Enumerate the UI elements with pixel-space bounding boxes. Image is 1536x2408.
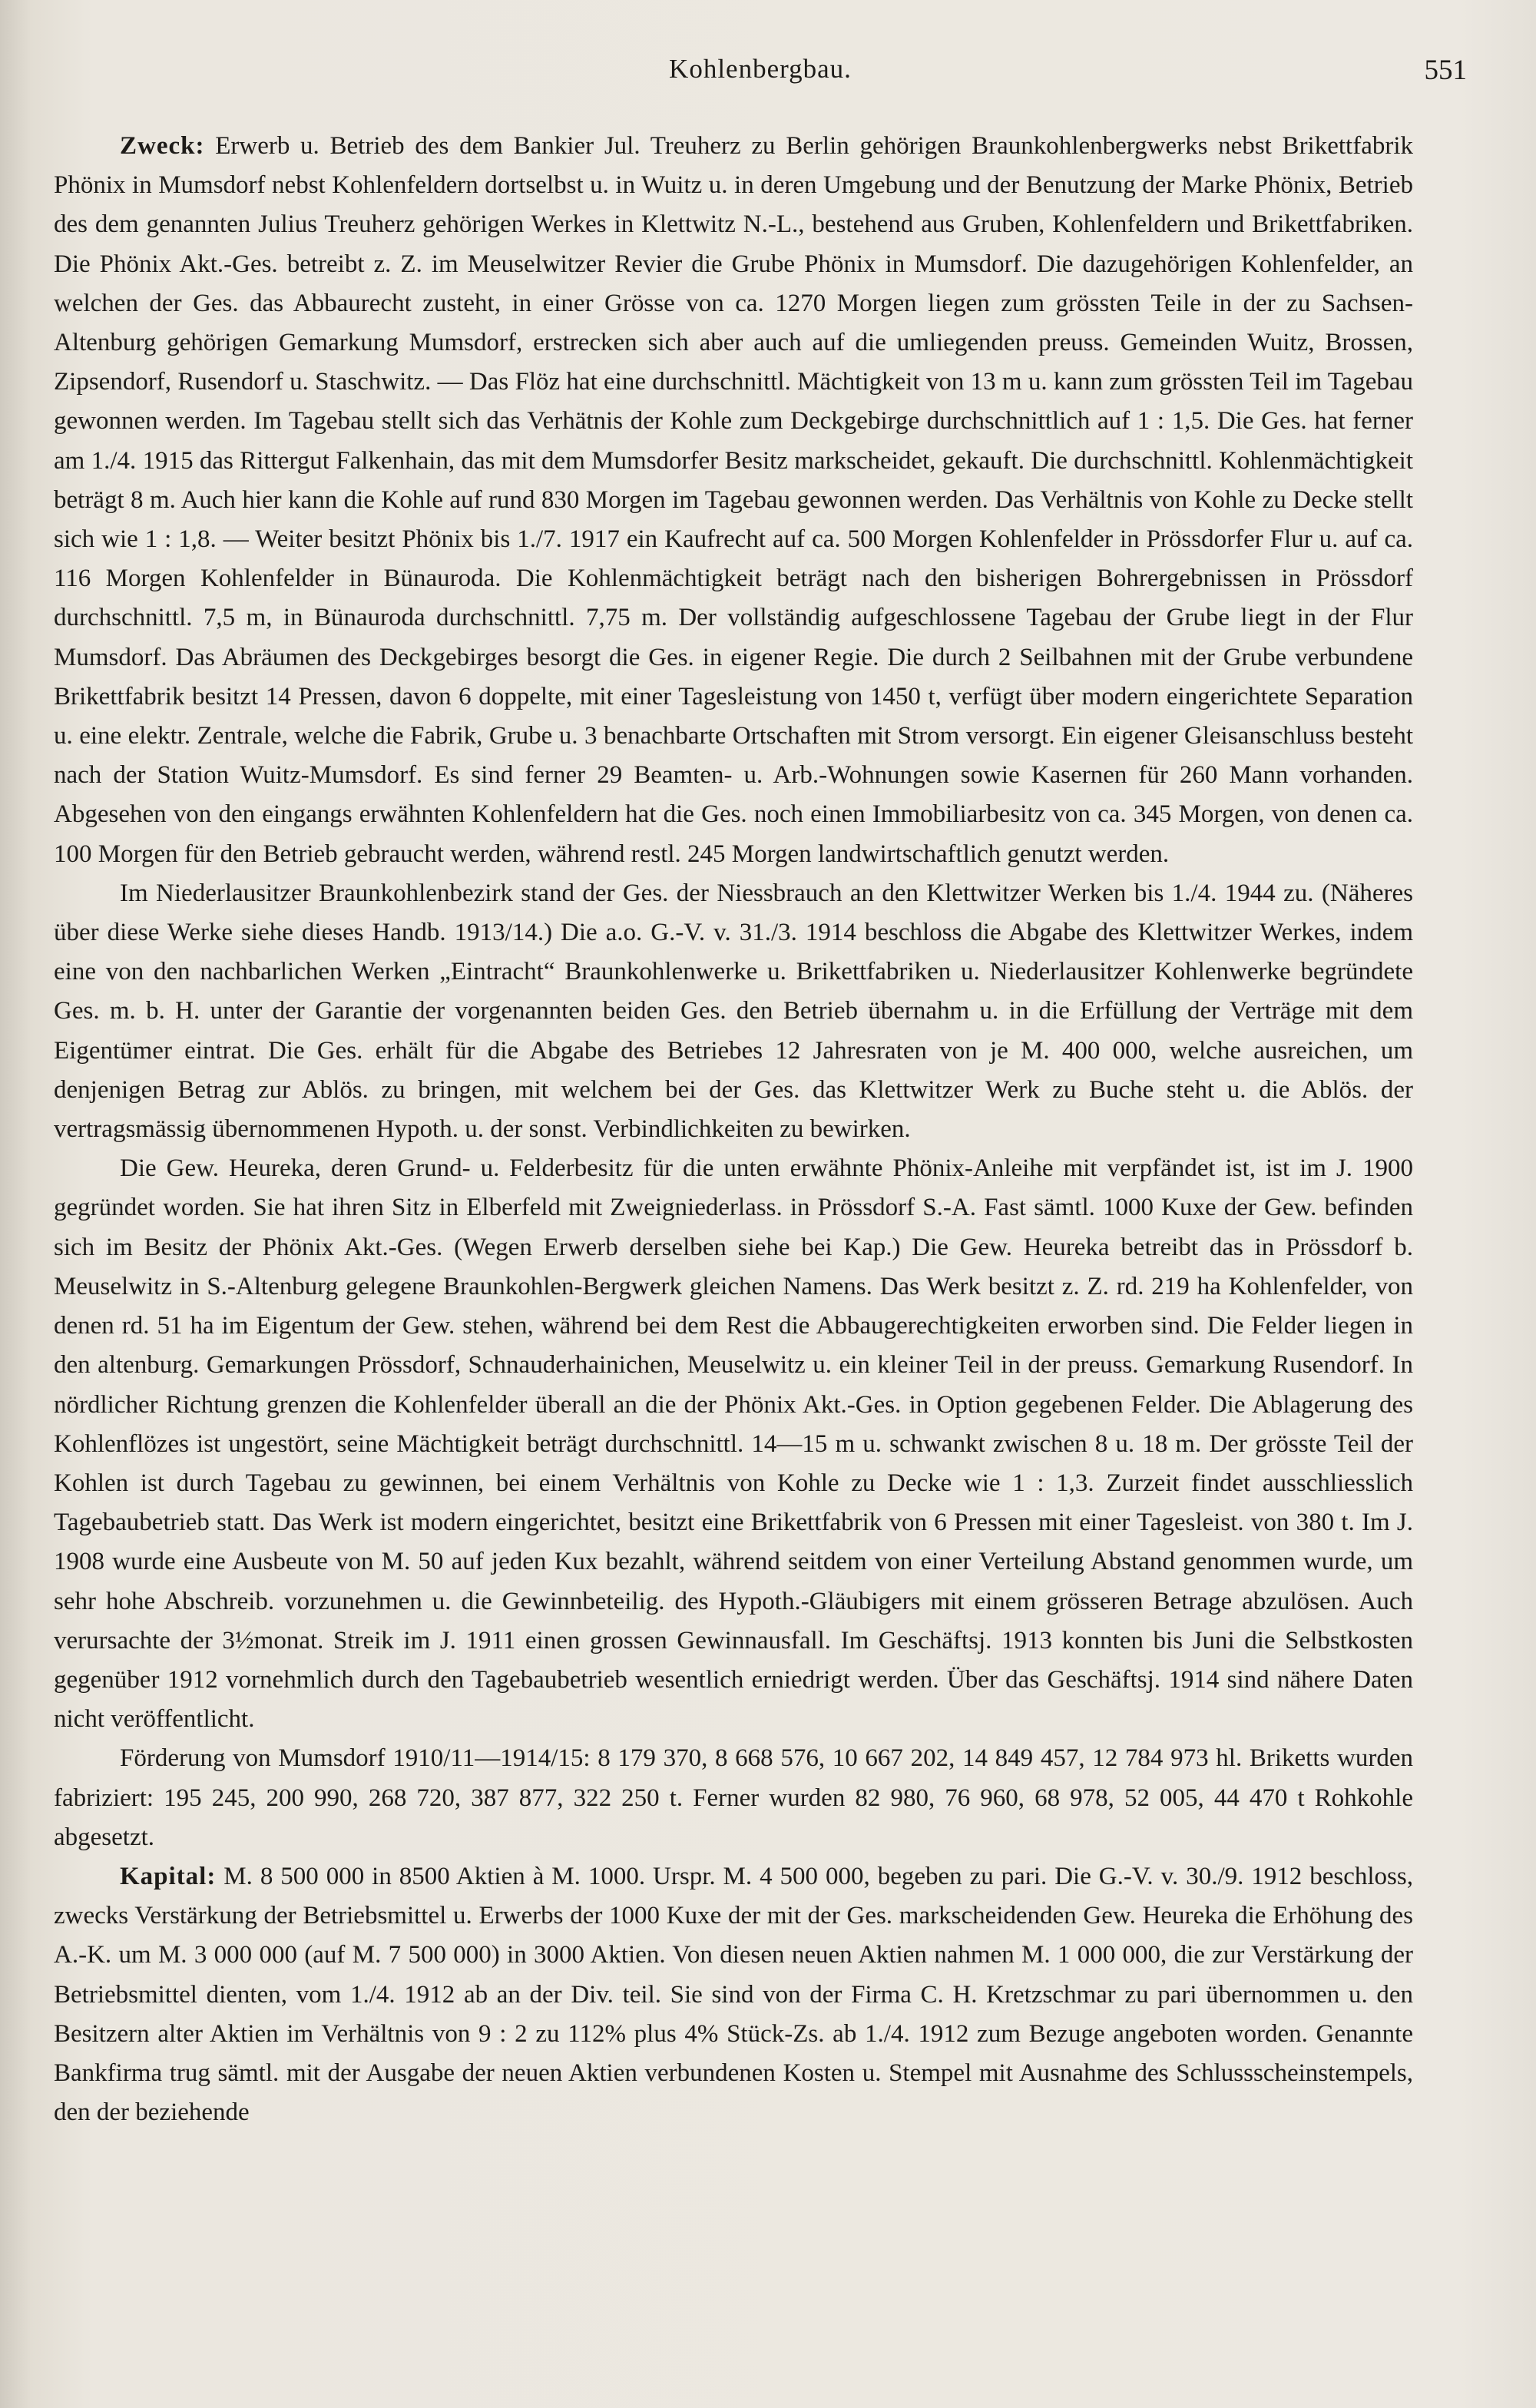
paragraph-text: Förderung von Mumsdorf 1910/11—1914/15: 8 179 370, 8 668 576, 10 667 202, 14 849 457, 12 784 973 hl. Briketts wurden fabriziert: 195 245, 200 990, 268 720, 387 877, 322 250 t. Ferner wurden 82 980, 76 960, 68 978, 52 005, 44 470 t Rohkohle abgesetzt. bbox=[54, 1744, 1413, 1851]
section-label-zweck: Zweck: bbox=[120, 132, 205, 160]
page-header bbox=[54, 54, 1467, 100]
paragraph-text: Erwerb u. Betrieb des dem Bankier Jul. Treuherz zu Berlin gehörigen Braunkohlenbergwerks nebst Brikettfabrik Phönix in Mumsdorf nebst Kohlenfeldern dortselbst u. in Wuitz u. in deren Umgebung und der Benutzung der Marke Phönix, Betrieb des dem genannten Julius Treuherz gehörigen Werkes in Klettwitz N.-L., bestehend aus Gruben, Kohlenfeldern und Brikettfabriken. Die Phönix Akt.-Ges. betreibt z. Z. im Meuselwitzer Revier die Grube Phönix in Mumsdorf. Die dazugehörigen Kohlenfelder, an welchen der Ges. das Abbaurecht zusteht, in einer Grösse von ca. 1270 Morgen liegen zum grössten Teile in der zu Sachsen-Altenburg gehörigen Gemarkung Mumsdorf, erstrecken sich aber auch auf die umliegenden preuss. Gemeinden Wuitz, Brossen, Zipsendorf, Rusendorf u. Staschwitz. — Das Flöz hat eine durchschnittl. Mächtigkeit von 13 m u. kann zum grössten Teil im Tagebau gewonnen werden. Im Tagebau stellt sich das Verhätnis der Kohle zum Deckgebirge durchschnittlich auf 1 : 1,5. Die Ges. hat ferner am 1./4. 1915 das Rittergut Falkenhain, das mit dem Mumsdorfer Besitz markscheidet, gekauft. Die durchschnittl. Kohlenmächtigkeit beträgt 8 m. Auch hier kann die Kohle auf rund 830 Morgen im Tagebau gewonnen werden. Das Verhältnis von Kohle zu Decke stellt sich wie 1 : 1,8. — Weiter besitzt Phönix bis 1./7. 1917 ein Kaufrecht auf ca. 500 Morgen Kohlenfelder in Prössdorfer Flur u. auf ca. 116 Morgen Kohlenfelder in Bünauroda. Die Kohlenmächtigkeit beträgt nach den bisherigen Bohrergebnissen in Prössdorf durchschnittl. 7,5 m, in Bünauroda durchschnittl. 7,75 m. Der vollständig aufgeschlossene Tagebau der Grube liegt in der Flur Mumsdorf. Das Abräumen des Deckgebirges besorgt die Ges. in eigener Regie. Die durch 2 Seilbahnen mit der Grube verbundene Brikettfabrik besitzt 14 Pressen, davon 6 doppelte, mit einer Tagesleistung von 1450 t, verfügt über modern eingerichtete Separation u. eine elektr. Zentrale, welche die Fabrik, Grube u. 3 benachbarte Ortschaften mit Strom versorgt. Ein eigener Gleisanschluss besteht nach der Station Wuitz-Mumsdorf. Es sind ferner 29 Beamten- u. Arb.-Wohnungen sowie Kasernen für 260 Mann vorhanden. Abgesehen von den eingangs erwähnten Kohlenfeldern hat die Ges. noch einen Immobiliarbesitz von ca. 345 Morgen, von denen ca. 100 Morgen für den Betrieb gebraucht werden, während restl. 245 Morgen landwirtschaftlich genutzt werden. bbox=[54, 132, 1413, 868]
paragraph-zweck bbox=[54, 127, 1413, 874]
paragraph-text: Im Niederlausitzer Braunkohlenbezirk stand der Ges. der Niessbrauch an den Klettwitzer Werken bis 1./4. 1944 zu. (Näheres über diese Werke siehe dieses Handb. 1913/14.) Die a.o. G.-V. v. 31./3. 1914 beschloss die Abgabe des Klettwitzer Werkes, indem eine von den nachbarlichen Werken „Eintracht“ Braunkohlenwerke u. Brikettfabriken u. Niederlausitzer Kohlenwerke begründete Ges. m. b. H. unter der Garantie der vorgenannten beiden Ges. den Betrieb übernahm u. in die Erfüllung der Verträge mit dem Eigentümer eintrat. Die Ges. erhält für die Abgabe des Betriebes 12 Jahresraten von je M. 400 000, welche ausreichen, um denjenigen Betrag zur Ablös. zu bringen, mit welchem bei der Ges. das Klettwitzer Werk zu Buche steht u. die Ablös. der vertragsmässig übernommenen Hypoth. u. der sonst. Verbindlichkeiten zu bewirken. bbox=[54, 879, 1413, 1144]
paragraph-foerderung bbox=[54, 1739, 1413, 1857]
paragraph-text: M. 8 500 000 in 8500 Aktien à M. 1000. Urspr. M. 4 500 000, begeben zu pari. Die G.-V. v. 30./9. 1912 beschloss, zwecks Verstärkung der Betriebsmittel u. Erwerbs der 1000 Kuxe der mit der Ges. markscheidenden Gew. Heureka die Erhöhung des A.-K. um M. 3 000 000 (auf M. 7 500 000) in 3000 Aktien. Von diesen neuen Aktien nahmen M. 1 000 000, die zur Verstärkung der Betriebsmittel dienten, vom 1./4. 1912 ab an der Div. teil. Sie sind von der Firma C. H. Kretzschmar zu pari übernommen u. den Besitzern alter Aktien im Verhältnis von 9 : 2 zu 112% plus 4% Stück-Zs. ab 1./4. 1912 zum Bezuge angeboten worden. Genannte Bankfirma trug sämtl. mit der Ausgabe der neuen Aktien verbundenen Kosten u. Stempel mit Ausnahme des Schlussscheinstempels, den der beziehende bbox=[54, 1862, 1413, 2127]
body-text bbox=[54, 127, 1413, 2132]
paragraph-heureka bbox=[54, 1149, 1413, 1739]
paragraph-kapital bbox=[54, 1857, 1413, 2132]
paragraph-niederlausitz bbox=[54, 874, 1413, 1149]
running-title: Kohlenbergbau. bbox=[669, 54, 852, 84]
page-number: 551 bbox=[1424, 55, 1467, 86]
section-label-kapital: Kapital: bbox=[120, 1862, 217, 1890]
paragraph-text: Die Gew. Heureka, deren Grund- u. Felderbesitz für die unten erwähnte Phönix-Anleihe mit verpfändet ist, ist im J. 1900 gegründet worden. Sie hat ihren Sitz in Elberfeld mit Zweigniederlass. in Prössdorf S.-A. Fast sämtl. 1000 Kuxe der Gew. befinden sich im Besitz der Phönix Akt.-Ges. (Wegen Erwerb derselben siehe bei Kap.) Die Gew. Heureka betreibt das in Prössdorf b. Meuselwitz in S.-Altenburg gelegene Braunkohlen-Bergwerk gleichen Namens. Das Werk besitzt z. Z. rd. 219 ha Kohlenfelder, von denen rd. 51 ha im Eigentum der Gew. stehen, während bei dem Rest die Abbaugerechtigkeiten erworben sind. Die Felder liegen in den altenburg. Gemarkungen Prössdorf, Schnauderhainichen, Meuselwitz u. ein kleiner Teil in der preuss. Gemarkung Rusendorf. In nördlicher Richtung grenzen die Kohlenfelder überall an die der Phönix Akt.-Ges. in Option gegebenen Felder. Die Ablagerung des Kohlenflözes ist ungestört, seine Mächtigkeit beträgt durchschnittl. 14—15 m u. schwankt zwischen 8 u. 18 m. Der grösste Teil der Kohlen ist durch Tagebau zu gewinnen, bei einem Verhältnis von Kohle zu Decke wie 1 : 1,3. Zurzeit findet ausschliesslich Tagebaubetrieb statt. Das Werk ist modern eingerichtet, besitzt eine Brikettfabrik von 6 Pressen mit einer Tagesleist. von 380 t. Im J. 1908 wurde eine Ausbeute von M. 50 auf jeden Kux bezahlt, während seitdem von einer Verteilung Abstand genommen wurde, um sehr hohe Abschreib. vorzunehmen u. die Gewinnbeteilig. des Hypoth.-Gläubigers mit einem grösseren Betrage abzulösen. Auch verursachte der 3½monat. Streik im J. 1911 einen grossen Gewinnausfall. Im Geschäftsj. 1913 konnten bis Juni die Selbstkosten gegenüber 1912 vornehmlich durch den Tagebaubetrieb wesentlich erniedrigt werden. Über das Geschäftsj. 1914 sind nähere Daten nicht veröffentlicht. bbox=[54, 1154, 1413, 1734]
